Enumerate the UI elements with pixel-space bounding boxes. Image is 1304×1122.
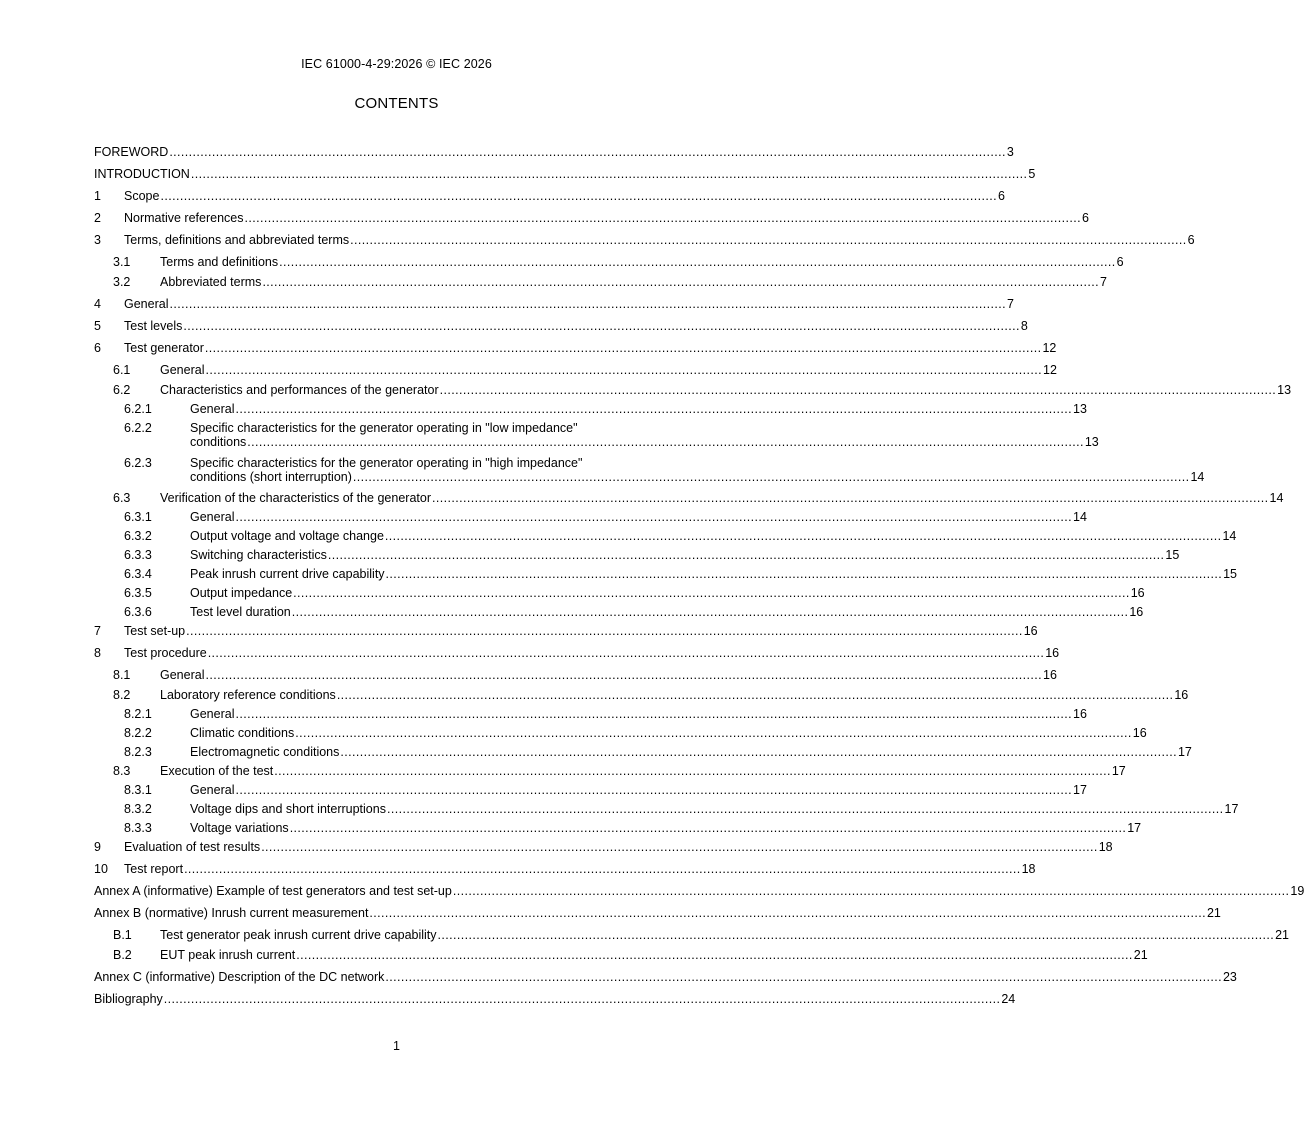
toc-page-number: 6	[998, 189, 1005, 203]
toc-page-number: 6	[1082, 211, 1089, 225]
toc-label: General	[190, 783, 235, 797]
toc-number: 6.3.1	[124, 510, 152, 524]
toc-label: Execution of the test	[160, 764, 274, 778]
toc-number: 8	[94, 646, 101, 660]
leader-dots	[235, 510, 1072, 524]
toc-entry[interactable]	[94, 548, 1180, 562]
toc-page-number: 12	[1042, 341, 1057, 355]
toc-entry[interactable]	[94, 189, 1005, 203]
toc-page-number: 7	[1007, 297, 1014, 311]
toc-label: Verification of the characteristics of the generator	[160, 491, 431, 505]
toc-number: 2	[94, 211, 101, 225]
toc-page-number: 6	[1187, 233, 1195, 247]
toc-page-number: 23	[1222, 970, 1237, 984]
toc-number: 8.2.1	[124, 707, 152, 721]
toc-page-number: 18	[1021, 862, 1036, 876]
toc-label: Voltage variations	[190, 821, 289, 835]
toc-label: Terms and definitions	[160, 255, 279, 269]
toc-label: General	[160, 363, 205, 377]
toc-entry[interactable]	[94, 491, 1284, 505]
toc-entry[interactable]	[94, 211, 1089, 225]
toc-page-number: 14	[1073, 510, 1087, 524]
toc-page-number: 15	[1223, 567, 1237, 581]
toc-number: 3.1	[113, 255, 131, 269]
toc-number: 8.3.2	[124, 802, 152, 816]
toc-number: 8.2.3	[124, 745, 152, 759]
toc-entry[interactable]	[94, 745, 1192, 759]
toc-entry[interactable]	[94, 605, 1144, 619]
toc-page-number: 14	[1269, 491, 1284, 505]
toc-page-number: 12	[1043, 363, 1057, 377]
toc-label: Electromagnetic conditions	[190, 745, 340, 759]
toc-number: 6.2.3	[124, 456, 152, 470]
toc-label-line1: Specific characteristics for the generator operating in "low impedance"	[190, 421, 578, 435]
toc-page-number: 7	[1099, 275, 1107, 289]
leader-dots	[235, 707, 1072, 721]
leader-dots	[295, 726, 1132, 740]
toc-page-number: 16	[1174, 688, 1189, 702]
toc-label: Terms, definitions and abbreviated terms	[124, 233, 350, 247]
toc-entry[interactable]	[94, 167, 1036, 181]
leader-dots	[438, 928, 1275, 942]
toc-number: B.1	[113, 928, 132, 942]
leader-dots	[279, 255, 1116, 269]
toc-number: 6.3.5	[124, 586, 152, 600]
toc-entry[interactable]	[94, 928, 1289, 942]
toc-page-number: 17	[1127, 821, 1142, 835]
toc-label: Test generator peak inrush current drive capability	[160, 928, 437, 942]
leader-dots	[440, 383, 1277, 397]
toc-page-number: 21	[1133, 948, 1148, 962]
toc-entry[interactable]	[94, 529, 1237, 543]
toc-entry[interactable]	[94, 363, 1057, 377]
toc-number: 6.2.1	[124, 402, 152, 416]
leader-dots	[262, 275, 1099, 289]
leader-dots	[340, 745, 1177, 759]
toc-entry[interactable]	[94, 233, 1195, 247]
leader-dots	[369, 906, 1206, 920]
leader-dots	[290, 821, 1127, 835]
toc-entry[interactable]	[94, 402, 1087, 416]
toc-entry[interactable]	[94, 840, 1113, 854]
toc-label: Annex A (informative) Example of test generators and test set-up	[94, 884, 452, 898]
toc-page-number: 5	[1028, 167, 1036, 181]
toc-entry[interactable]	[94, 821, 1142, 835]
leader-dots	[453, 884, 1290, 898]
toc-label: Test levels	[124, 319, 183, 333]
toc-entry[interactable]	[94, 383, 1292, 397]
toc-number: 6	[94, 341, 101, 355]
toc-label: General	[190, 510, 235, 524]
toc-entry[interactable]	[94, 970, 1237, 984]
toc-label: Output impedance	[190, 586, 293, 600]
toc-entry[interactable]	[94, 906, 1221, 920]
toc-entry[interactable]	[94, 862, 1036, 876]
toc-page-number: 14	[1222, 529, 1237, 543]
leader-dots	[247, 435, 1084, 449]
page-header: IEC 61000-4-29:2026 © IEC 2026	[301, 57, 492, 71]
toc-label-line1: Specific characteristics for the generator operating in "high impedance"	[190, 456, 583, 470]
toc-page-number: 16	[1023, 624, 1038, 638]
toc-number: B.2	[113, 948, 132, 962]
leader-dots	[245, 211, 1082, 225]
toc-label: Annex B (normative) Inrush current measurement	[94, 906, 369, 920]
toc-label: Test set-up	[124, 624, 186, 638]
toc-label: conditions	[190, 435, 247, 449]
leader-dots	[160, 189, 997, 203]
toc-label: INTRODUCTION	[94, 167, 190, 181]
toc-entry[interactable]	[94, 948, 1148, 962]
toc-entry[interactable]	[94, 510, 1087, 524]
toc-number: 7	[94, 624, 101, 638]
toc-label: Test report	[124, 862, 184, 876]
toc-number: 9	[94, 840, 101, 854]
leader-dots	[328, 548, 1165, 562]
toc-number: 8.2.2	[124, 726, 152, 740]
toc-entry[interactable]	[94, 421, 1099, 449]
leader-dots	[235, 402, 1072, 416]
toc-label: Test level duration	[190, 605, 291, 619]
leader-dots	[293, 586, 1130, 600]
leader-dots	[387, 802, 1224, 816]
leader-dots	[337, 688, 1174, 702]
toc-number: 6.1	[113, 363, 131, 377]
leader-dots	[191, 167, 1028, 181]
toc-number: 4	[94, 297, 101, 311]
page-number: 1	[393, 1039, 400, 1053]
toc-entry[interactable]	[94, 255, 1124, 269]
toc-entry[interactable]	[94, 688, 1189, 702]
toc-entry[interactable]	[94, 764, 1126, 778]
toc-label: Peak inrush current drive capability	[190, 567, 385, 581]
toc-page-number: 21	[1275, 928, 1289, 942]
leader-dots	[186, 624, 1023, 638]
toc-page-number: 17	[1177, 745, 1192, 759]
toc-label: Normative references	[124, 211, 244, 225]
toc-page-number: 16	[1043, 668, 1057, 682]
leader-dots	[432, 491, 1269, 505]
toc-entry[interactable]	[94, 624, 1038, 638]
toc-page-number: 6	[1116, 255, 1124, 269]
toc-number: 8.1	[113, 668, 131, 682]
toc-entry[interactable]	[94, 145, 1014, 159]
toc-page-number: 17	[1111, 764, 1126, 778]
toc-page-number: 16	[1129, 605, 1144, 619]
leader-dots	[386, 567, 1223, 581]
toc-label: EUT peak inrush current	[160, 948, 296, 962]
leader-dots	[296, 948, 1133, 962]
toc-label: General	[190, 402, 235, 416]
toc-number: 6.3.4	[124, 567, 152, 581]
toc-entry[interactable]	[94, 668, 1057, 682]
toc-label: Test generator	[124, 341, 204, 355]
toc-number: 8.3	[113, 764, 131, 778]
leader-dots	[350, 233, 1187, 247]
toc-label: Scope	[124, 189, 160, 203]
toc-label: Characteristics and performances of the generator	[160, 383, 439, 397]
toc-entry[interactable]	[94, 319, 1028, 333]
toc-label: Laboratory reference conditions	[160, 688, 336, 702]
toc-number: 6.3.2	[124, 529, 152, 543]
toc-page-number: 16	[1045, 646, 1060, 660]
toc-entry[interactable]	[94, 275, 1107, 289]
toc-page-number: 16	[1130, 586, 1145, 600]
contents-title: CONTENTS	[354, 95, 439, 112]
toc-label: Abbreviated terms	[160, 275, 262, 289]
toc-label: General	[190, 707, 235, 721]
toc-label: Output voltage and voltage change	[190, 529, 384, 543]
toc-label: General	[160, 668, 205, 682]
leader-dots	[385, 529, 1222, 543]
leader-dots	[208, 646, 1045, 660]
toc-label: Climatic conditions	[190, 726, 295, 740]
leader-dots	[184, 862, 1021, 876]
toc-label: FOREWORD	[94, 145, 169, 159]
toc-page-number: 13	[1073, 402, 1087, 416]
leader-dots	[385, 970, 1222, 984]
toc-number: 8.3.1	[124, 783, 152, 797]
toc-number: 5	[94, 319, 101, 333]
toc-entry[interactable]	[94, 783, 1087, 797]
leader-dots	[205, 668, 1042, 682]
leader-dots	[164, 992, 1001, 1006]
leader-dots	[205, 363, 1042, 377]
toc-page-number: 21	[1206, 906, 1221, 920]
toc-number: 6.3	[113, 491, 131, 505]
toc-entry[interactable]	[94, 297, 1014, 311]
toc-entry[interactable]	[94, 456, 1205, 484]
toc-label: General	[124, 297, 169, 311]
toc-number: 8.3.3	[124, 821, 152, 835]
toc-number: 6.2	[113, 383, 131, 397]
toc-page-number: 24	[1001, 992, 1016, 1006]
toc-page-number: 18	[1098, 840, 1113, 854]
toc-entry[interactable]	[94, 802, 1239, 816]
toc-page-number: 17	[1073, 783, 1087, 797]
toc-number: 3	[94, 233, 101, 247]
toc-page-number: 15	[1165, 548, 1180, 562]
leader-dots	[205, 341, 1042, 355]
toc-number: 6.3.6	[124, 605, 152, 619]
toc-number: 3.2	[113, 275, 131, 289]
leader-dots	[169, 145, 1006, 159]
leader-dots	[235, 783, 1072, 797]
toc-entry[interactable]	[94, 567, 1237, 581]
toc-number: 1	[94, 189, 101, 203]
toc-entry[interactable]	[94, 707, 1087, 721]
toc-label: Evaluation of test results	[124, 840, 261, 854]
leader-dots	[183, 319, 1020, 333]
toc-entry[interactable]	[94, 586, 1145, 600]
toc-page-number: 19	[1290, 884, 1304, 898]
toc-page-number: 16	[1132, 726, 1147, 740]
toc-entry[interactable]	[94, 884, 1304, 898]
toc-number: 6.2.2	[124, 421, 152, 435]
toc-page-number: 14	[1190, 470, 1205, 484]
toc-entry[interactable]	[94, 341, 1057, 355]
toc-page-number: 13	[1277, 383, 1292, 397]
toc-number: 6.3.3	[124, 548, 152, 562]
leader-dots	[169, 297, 1006, 311]
toc-label: conditions (short interruption)	[190, 470, 352, 484]
toc-label: Annex C (informative) Description of the DC network	[94, 970, 385, 984]
toc-entry[interactable]	[94, 992, 1016, 1006]
toc-page-number: 8	[1020, 319, 1028, 333]
leader-dots	[353, 470, 1190, 484]
leader-dots	[261, 840, 1098, 854]
toc-label: Bibliography	[94, 992, 163, 1006]
toc-entry[interactable]	[94, 726, 1147, 740]
leader-dots	[274, 764, 1111, 778]
leader-dots	[292, 605, 1129, 619]
toc-page-number: 3	[1006, 145, 1014, 159]
toc-page-number: 17	[1224, 802, 1239, 816]
toc-page-number: 13	[1084, 435, 1099, 449]
toc-number: 10	[94, 862, 108, 876]
toc-page-number: 16	[1073, 707, 1087, 721]
toc-number: 8.2	[113, 688, 131, 702]
toc-label: Voltage dips and short interruptions	[190, 802, 386, 816]
toc-entry[interactable]	[94, 646, 1060, 660]
toc-label: Switching characteristics	[190, 548, 327, 562]
toc-label: Test procedure	[124, 646, 207, 660]
